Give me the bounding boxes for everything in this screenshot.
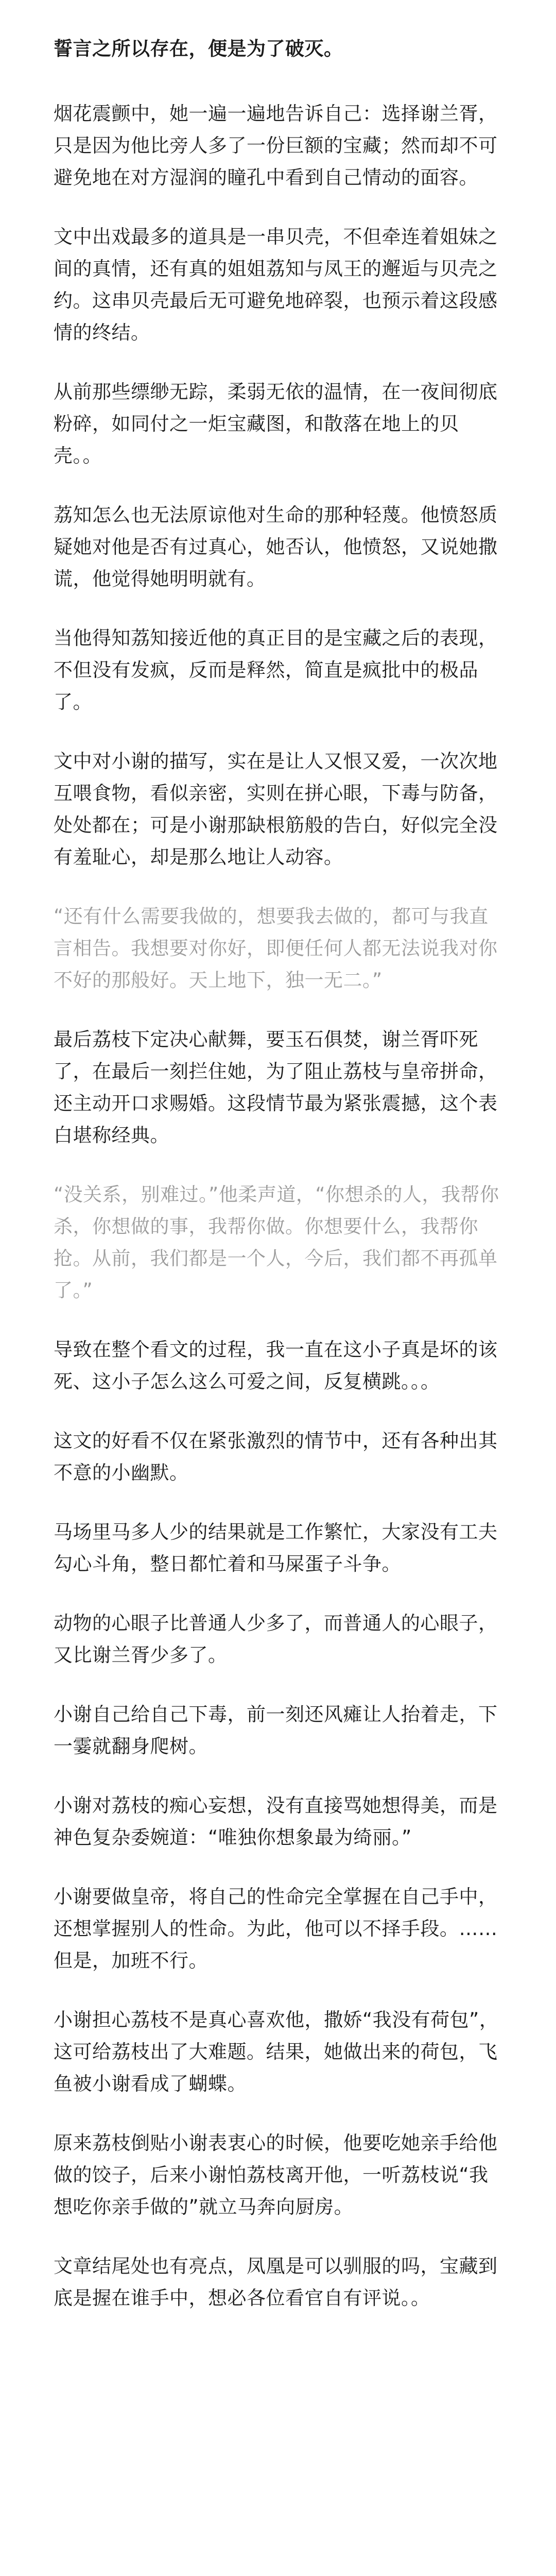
article-body	[54, 33, 502, 2342]
paragraph: 荔知怎么也无法原谅他对生命的那种轻蔑。他愤怒质疑她对他是否有过真心，她否认，他愤怒，又说她撒谎，他觉得她明明就有。	[54, 504, 498, 590]
paragraph: 小谢自己给自己下毒，前一刻还风瘫让人抬着走，下一霎就翻身爬树。	[54, 1703, 498, 1757]
paragraph: 马场里马多人少的结果就是工作繁忙，大家没有工夫勾心斗角，整日都忙着和马屎蛋子斗争。	[54, 1521, 498, 1575]
paragraph: 导致在整个看文的过程，我一直在这小子真是坏的该死、这小子怎么这么可爱之间，反复横跳。。。	[54, 1338, 498, 1393]
quote-paragraph: “还有什么需要我做的，想要我去做的，都可与我直言相告。我想要对你好，即便任何人都无法说我对你不好的那般好。天上地下，独一无二。”	[54, 905, 498, 991]
paragraph: 从前那些缥缈无踪，柔弱无依的温情，在一夜间彻底粉碎，如同付之一炬宝藏图，和散落在地上的贝壳。。	[54, 381, 498, 467]
paragraph: 小谢对荔枝的痴心妄想，没有直接骂她想得美，而是神色复杂委婉道：“唯独你想象最为绮丽。”	[54, 1794, 498, 1849]
paragraph: 文中对小谢的描写，实在是让人又恨又爱，一次次地互喂食物，看似亲密，实则在拼心眼，下毒与防备，处处都在；可是小谢那缺根筋般的告白，好似完全没有羞耻心，却是那么地让人动容。	[54, 750, 498, 868]
paragraph: 当他得知荔知接近他的真正目的是宝藏之后的表现，不但没有发疯，反而是释然，简直是疯批中的极品了。	[54, 627, 498, 713]
paragraph: 文中出戏最多的道具是一串贝壳，不但牵连着姐妹之间的真情，还有真的姐姐荔知与凤王的邂逅与贝壳之约。这串贝壳最后无可避免地碎裂，也预示着这段感情的终结。	[54, 226, 498, 344]
quote-paragraph: “没关系，别难过。”他柔声道，“你想杀的人，我帮你杀，你想做的事，我帮你做。你想要什么，我帮你抢。从前，我们都是一个人，今后，我们都不再孤单了。”	[54, 1183, 499, 1301]
article-opening-line: 誓言之所以存在，便是为了破灭。	[54, 38, 343, 60]
paragraph: 动物的心眼子比普通人少多了，而普通人的心眼子，又比谢兰胥少多了。	[54, 1612, 498, 1666]
paragraph: 原来荔枝倒贴小谢表衷心的时候，他要吃她亲手给他做的饺子，后来小谢怕荔枝离开他，一听荔枝说“我想吃你亲手做的”就立马奔向厨房。	[54, 2132, 498, 2218]
paragraph: 这文的好看不仅在紧张激烈的情节中，还有各种出其不意的小幽默。	[54, 1430, 498, 1484]
paragraph: 小谢要做皇帝，将自己的性命完全掌握在自己手中，还想掌握别人的性命。为此，他可以不择手段。……但是，加班不行。	[54, 1886, 498, 1972]
paragraph: 最后荔枝下定决心献舞，要玉石俱焚，谢兰胥吓死了，在最后一刻拦住她，为了阻止荔枝与皇帝拼命，还主动开口求赐婚。这段情节最为紧张震撼，这个表白堪称经典。	[54, 1028, 498, 1146]
paragraph: 小谢担心荔枝不是真心喜欢他，撒娇“我没有荷包”，这可给荔枝出了大难题。结果，她做出来的荷包，飞鱼被小谢看成了蝴蝶。	[54, 2009, 499, 2095]
paragraph: 烟花震颤中，她一遍一遍地告诉自己：选择谢兰胥，只是因为他比旁人多了一份巨额的宝藏；然而却不可避免地在对方湿润的瞳孔中看到自己情动的面容。	[54, 103, 498, 189]
paragraph: 文章结尾处也有亮点，凤凰是可以驯服的吗，宝藏到底是握在谁手中，想必各位看官自有评说。。	[54, 2255, 498, 2309]
